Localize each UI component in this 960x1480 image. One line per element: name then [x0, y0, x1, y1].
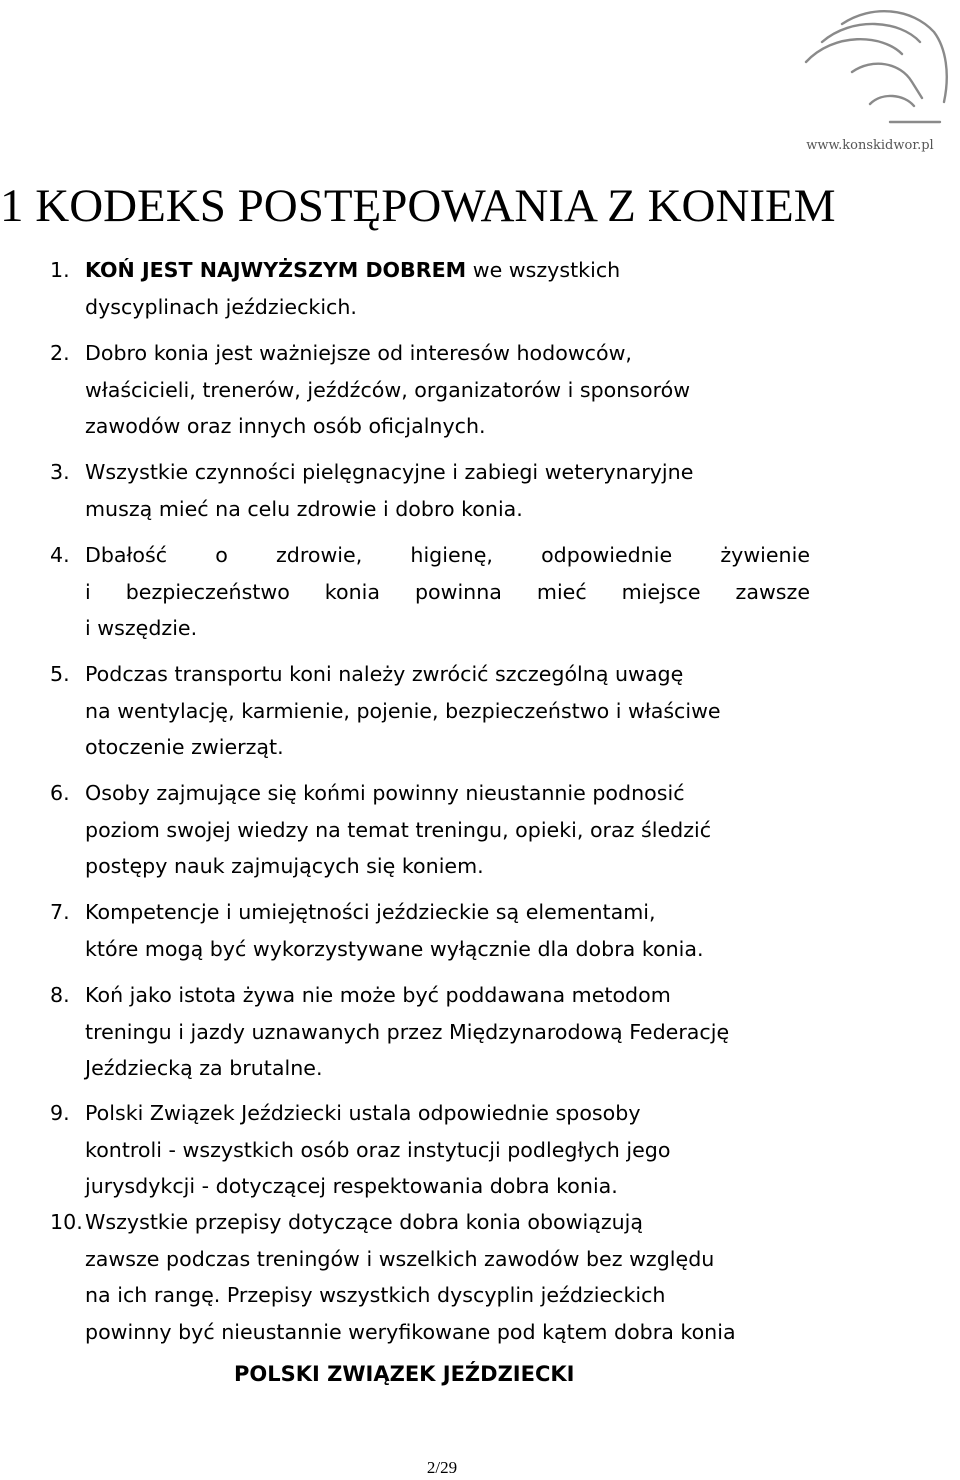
item-line: muszą mieć na celu zdrowie i dobro konia.: [85, 496, 523, 521]
item-line: Dobro konia jest ważniejsze od interesów hodowców,: [85, 341, 632, 365]
document-title: 1 KODEKS POSTĘPOWANIA Z KONIEM: [0, 180, 836, 232]
item-line: Podczas transportu koni należy zwrócić szczególną uwagę: [85, 662, 684, 686]
item-line: Koń jako istota żywa nie może być poddawana metodom: [85, 983, 671, 1007]
item-line: we wszystkich: [466, 258, 621, 282]
item-line: otoczenie zwierząt.: [85, 735, 284, 759]
item-line: Kompetencje i umiejętności jeździeckie są elementami,: [85, 900, 656, 924]
organization-signature: POLSKI ZWIĄZEK JEŹDZIECKI: [234, 1362, 575, 1386]
item-line: na ich rangę. Przepisy wszystkich dyscyplin jeździeckich: [85, 1283, 666, 1307]
item-line: zawsze podczas treningów i wszelkich zawodów bez względu: [85, 1246, 715, 1271]
item-number: 2.: [50, 341, 70, 365]
item-line: zawodów oraz innych osób oficjalnych.: [85, 414, 486, 438]
list-item-7: [50, 894, 832, 967]
item-line: Wszystkie przepisy dotyczące dobra konia obowiązują: [85, 1210, 644, 1234]
item-number: 9.: [50, 1101, 70, 1125]
list-item-5: [50, 656, 832, 766]
item-number: 3.: [50, 460, 70, 484]
item-line: które mogą być wykorzystywane wyłącznie dla dobra konia.: [85, 936, 704, 961]
item-number: 1.: [50, 258, 70, 282]
logo-url-text: www.konskidwor.pl: [806, 138, 934, 153]
item-number: 4.: [50, 543, 70, 567]
item-line: na wentylację, karmienie, pojenie, bezpieczeństwo i właściwe: [85, 698, 721, 723]
horse-head-icon: [782, 2, 952, 142]
konskidwor-logo: [782, 2, 952, 158]
item-number: 10.: [50, 1210, 83, 1234]
list-item-10: [50, 1204, 832, 1350]
item-number: 5.: [50, 662, 70, 686]
item-line: treningu i jazdy uznawanych przez Międzynarodową Federację: [85, 1019, 730, 1044]
page-number: 2/29: [426, 1458, 458, 1477]
item-number: 8.: [50, 983, 70, 1007]
item-line: poziom swojej wiedzy na temat treningu, opieki, oraz śledzić: [85, 817, 712, 842]
item-number: 6.: [50, 781, 70, 805]
item-line: jurysdykcji - dotyczącej respektowania dobra konia.: [85, 1174, 618, 1198]
item-line: kontroli - wszystkich osób oraz instytucji podległych jego: [85, 1137, 671, 1162]
list-item-4: [50, 537, 810, 647]
list-item-8: [50, 977, 832, 1087]
item-number: 7.: [50, 900, 70, 924]
item-line: właścicieli, trenerów, jeźdźców, organizatorów i sponsorów: [85, 377, 691, 402]
item-line: Osoby zajmujące się końmi powinny nieustannie podnosić: [85, 781, 685, 805]
list-item-9: [50, 1095, 832, 1205]
item-line: i wszędzie.: [85, 616, 198, 640]
item-line: i bezpieczeństwo konia powinna mieć miejsce zawsze: [85, 579, 810, 604]
list-item-6: [50, 775, 832, 885]
item-line: Wszystkie czynności pielęgnacyjne i zabiegi weterynaryjne: [85, 460, 694, 484]
item-line: postępy nauk zajmujących się koniem.: [85, 854, 484, 878]
item-line: Polski Związek Jeździecki ustala odpowiednie sposoby: [85, 1101, 641, 1125]
list-item-1: [50, 252, 832, 325]
item-line: dyscyplinach jeździeckich.: [85, 294, 357, 319]
item-line: Jeździecką za brutalne.: [85, 1056, 323, 1080]
item-line: Dbałość o zdrowie, higienę, odpowiednie żywienie: [85, 543, 810, 567]
item-bold-lead: KOŃ JEST NAJWYŻSZYM DOBREM: [85, 258, 467, 282]
list-item-2: [50, 335, 832, 445]
list-item-3: [50, 454, 832, 527]
item-line: powinny być nieustannie weryfikowane pod kątem dobra konia: [85, 1319, 736, 1344]
